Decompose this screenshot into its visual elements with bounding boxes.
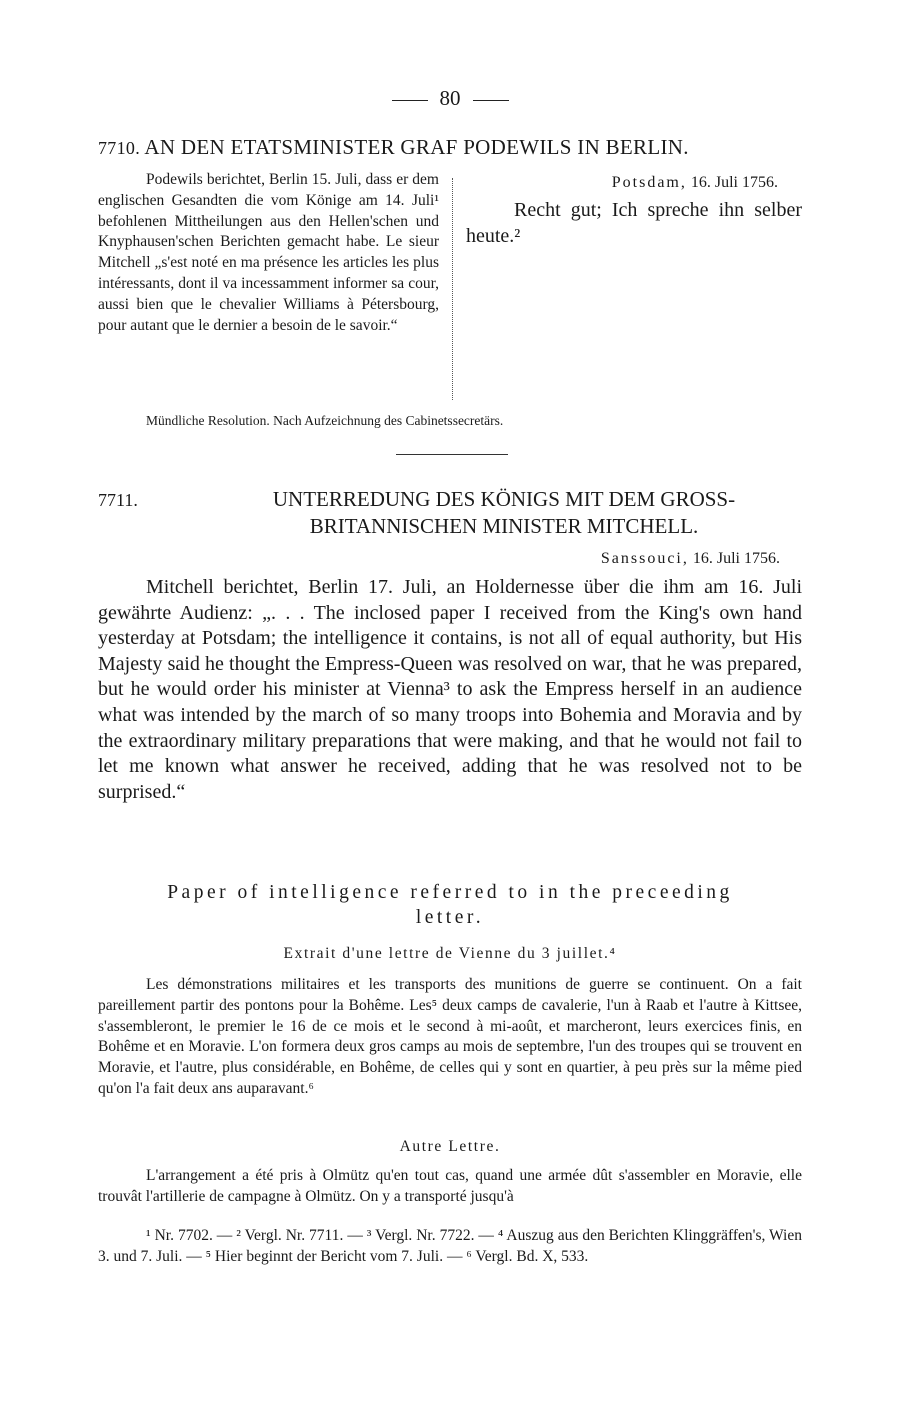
page-number-dash-right bbox=[473, 100, 509, 101]
entry-7711-dateline: Sanssouci, 16. Juli 1756. bbox=[600, 550, 780, 567]
autre-lettre-heading: Autre Lettre. bbox=[399, 1138, 501, 1155]
autre-lettre-text: L'arrangement a été pris à Olmütz qu'en tout cas, quand une armée dût s'assembler en Moravie, elle trouvât l'artillerie de campagne à Olmütz. On y a transporté jusqu'à bbox=[98, 1167, 802, 1205]
entry-7710-number: 7710. bbox=[98, 138, 140, 158]
extrait-heading: Extrait d'une lettre de Vienne du 3 juillet.⁴ bbox=[283, 945, 617, 962]
entry-7711-heading: UNTERREDUNG DES KÖNIGS MIT DEM GROSS- BRITANNISCHEN MINISTER MITCHELL. bbox=[272, 487, 736, 538]
entry-7710-heading bbox=[98, 135, 808, 160]
section-separator bbox=[396, 454, 508, 455]
entry-7710-resolution-text: Recht gut; Ich spreche ihn selber heute.² bbox=[466, 199, 802, 247]
page-number-dash-left bbox=[392, 100, 428, 101]
entry-7710-report-text: Podewils berichtet, Berlin 15. Juli, dass er dem englischen Gesandten die vom Könige am 14. Juli¹ befohlenen Mittheilungen aus den Hellen'schen und Knyphausen'schen Berichten gemacht habe. Le sieur Mitchell „s'est noté en ma présence les articles les plus intéressants, dont il va incessamment informer sa cour, aussi bien que le chevalier Williams à Pétersbourg, pour autant que le dernier a besoin de le savoir.“ bbox=[98, 171, 439, 334]
paper-heading: Paper of intelligence referred to in the preceeding letter. bbox=[167, 882, 733, 928]
entry-7711-report-text: Mitchell berichtet, Berlin 17. Juli, an Holdernesse über die ihm am 16. Juli gewährte Audienz: „. . . The inclosed paper I received from the King's own hand yesterday at Potsdam; the intelligence it contains, is not all of equal authority, but His Majesty said he thought the Empress-Queen was resolved on war, that he was prepared, but he would order his minister at Vienna³ to ask the Empress herself in an audience what was intended by the march of so many troops into Bohemia and Moravia and by the extraordinary military preparations that were making, and that he would not fail to let me known what answer he received, adding that he was resolved not to be surprised.“ bbox=[98, 576, 802, 803]
entry-7710-title: AN DEN ETATSMINISTER GRAF PODEWILS IN BERLIN. bbox=[144, 135, 689, 159]
entry-7710-source-note: Mündliche Resolution. Nach Aufzeichnung des Cabinetssecretärs. bbox=[146, 413, 504, 428]
entry-7711-number: 7711. bbox=[98, 490, 138, 510]
extrait-text: Les démonstrations militaires et les transports des munitions de guerre se continuent. On a fait pareillement partir des pontons pour la Bohême. Les⁵ deux camps de cavalerie, l'un à Raab et l'autre à Kittsee, s'assembleront, le premier le 16 de ce mois et le second à mi-août, et marcheront, leurs exercices finis, en Bohême et en Moravie. L'on formera deux gros camps au mois de septembre, l'un des troupes qui se trouvent en Moravie, et l'autre, plus considérable, en Bohême, de celles qui y sont en quartier, à peu près sur la même pied qu'on l'a fait deux ans auparavant.⁶ bbox=[98, 976, 802, 1097]
entry-7710-dateline: Potsdam, 16. Juli 1756. bbox=[611, 174, 778, 191]
page-number: 80 bbox=[0, 86, 900, 111]
footnotes: ¹ Nr. 7702. — ² Vergl. Nr. 7711. — ³ Vergl. Nr. 7722. — ⁴ Auszug aus den Berichten Klinggräffen's, Wien 3. und 7. Juli. — ⁵ Hier beginnt der Bericht vom 7. Juli. — ⁶ Vergl. Bd. X, 533. bbox=[98, 1227, 802, 1265]
column-divider bbox=[452, 178, 453, 400]
